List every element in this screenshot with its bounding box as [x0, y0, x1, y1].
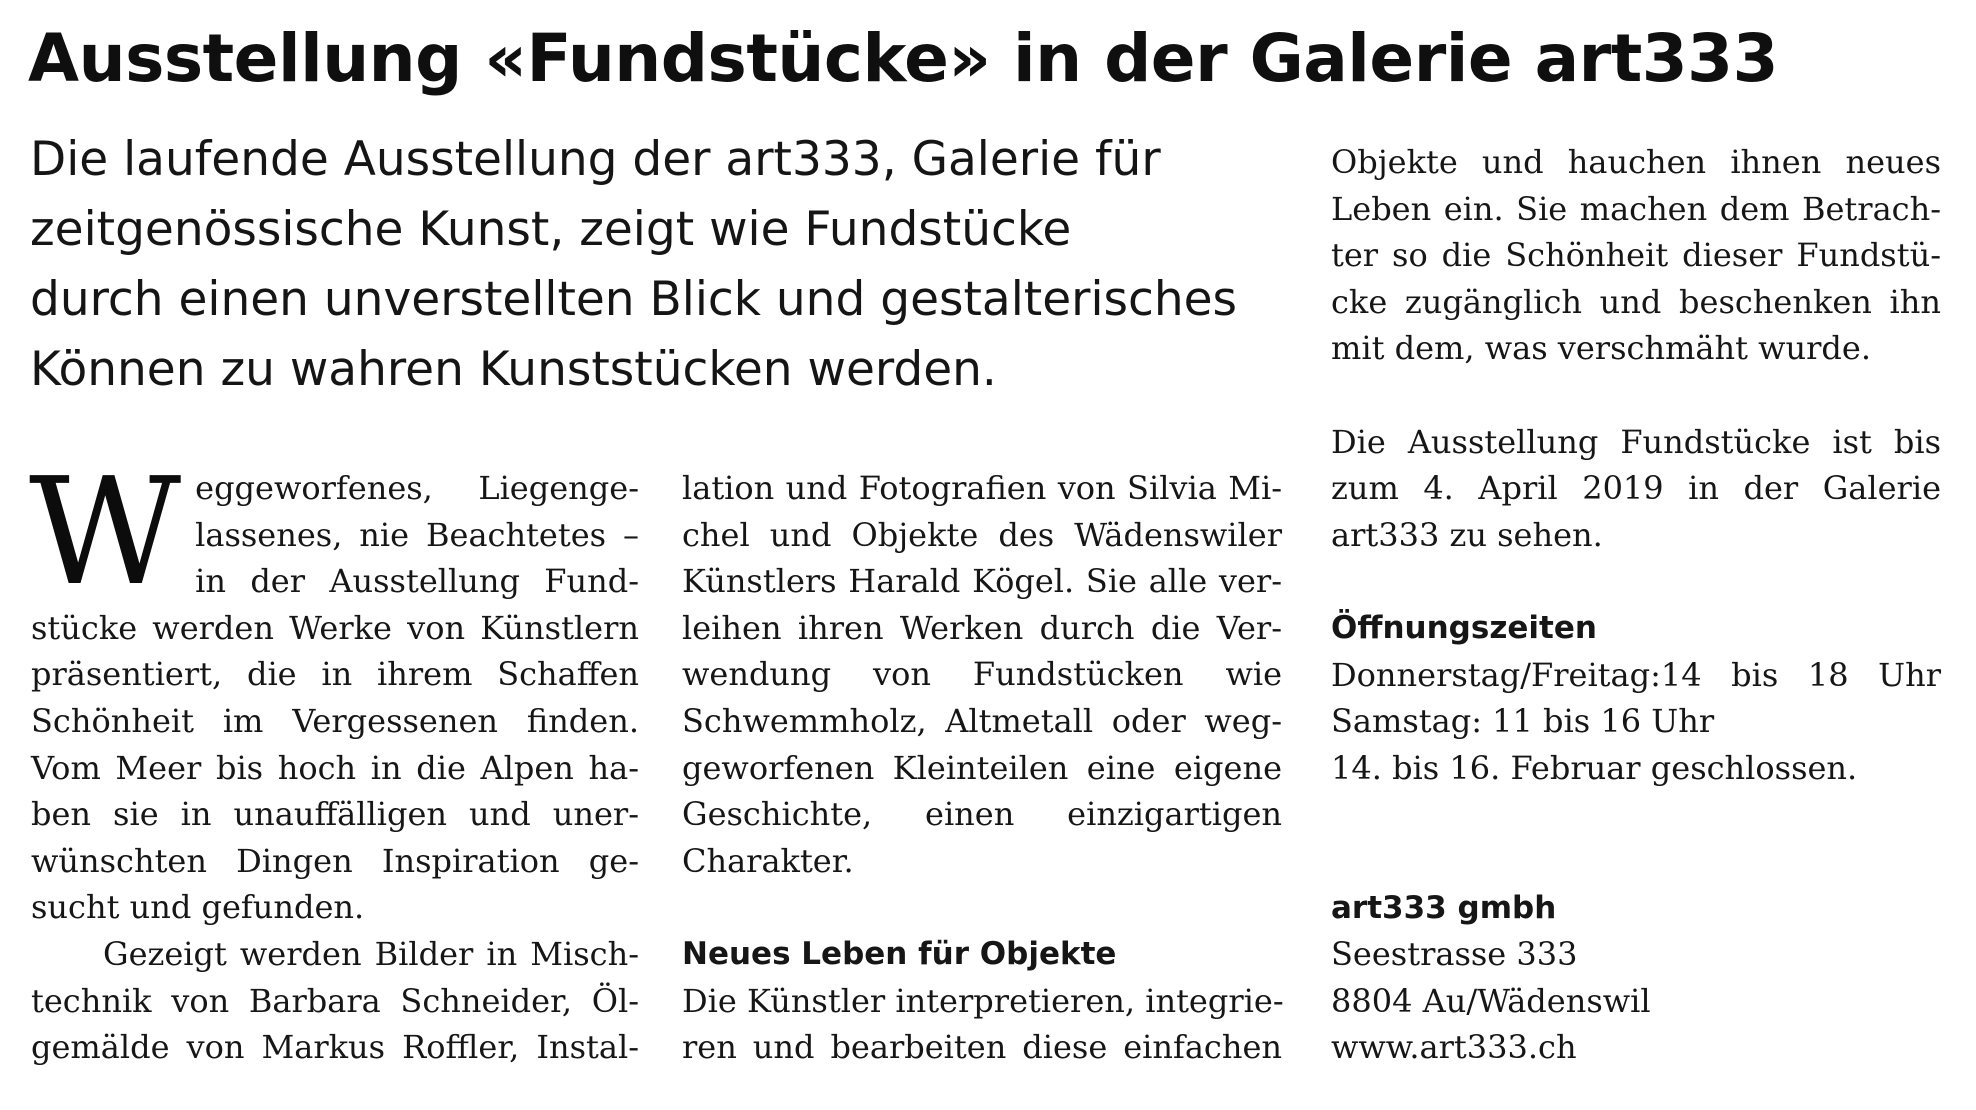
lead-line: Die laufende Ausstellung der art333, Galerie für [30, 132, 1161, 187]
text-line: präsentiert, die in ihrem Schaffen [31, 655, 639, 694]
text-line: ter so die Schönheit dieser Fundstü- [1331, 236, 1941, 275]
text-line: Schönheit im Vergessenen finden. [31, 701, 639, 740]
address-city: 8804 Au/Wädenswil [1331, 981, 1651, 1020]
hours-line: 14. bis 16. Februar geschlossen. [1331, 748, 1858, 787]
text-line: art333 zu sehen. [1331, 515, 1603, 554]
website-link[interactable]: www.art333.ch [1331, 1028, 1577, 1067]
column-3 [1331, 139, 1941, 1071]
text-line: zum 4. April 2019 in der Galerie [1331, 469, 1941, 508]
body-paragraph [1331, 139, 1941, 372]
lead-paragraph [30, 125, 1270, 405]
text-line: mit dem, was verschmäht wurde. [1331, 329, 1871, 368]
text-line: in der Ausstellung Fund- [195, 562, 639, 601]
text-line: chel und Objekte des Wädenswiler [682, 515, 1282, 554]
hours-line: Samstag: 11 bis 16 Uhr [1331, 702, 1715, 741]
text-line: ren und bearbeiten diese einfachen [682, 1028, 1282, 1067]
body-paragraph [682, 465, 1282, 884]
body-paragraph [1331, 419, 1941, 559]
lead-line: Können zu wahren Kunststücken werden. [30, 342, 997, 397]
text-line: Gezeigt werden Bilder in Misch- [103, 934, 639, 973]
headline: Ausstellung «Fundstücke» in der Galerie art333 [28, 20, 1779, 97]
text-line: geworfenen Kleinteilen eine eigene [682, 748, 1282, 787]
text-line: Leben ein. Sie machen dem Betrach- [1331, 189, 1941, 228]
opening-hours [1331, 652, 1941, 792]
body-paragraph [29, 446, 639, 931]
text-line: sucht und gefunden. [31, 888, 365, 927]
text-line: Charakter. [682, 841, 854, 880]
column-1 [29, 446, 639, 1071]
opening-hours-heading: Öffnungszeiten [1331, 609, 1597, 646]
text-line: Vom Meer bis hoch in die Alpen ha- [31, 748, 639, 787]
text-line: eggeworfenes, Liegenge- [195, 469, 639, 507]
text-line: wendung von Fundstücken wie [682, 655, 1282, 694]
text-line: leihen ihren Werken durch die Ver- [682, 608, 1282, 647]
section-subheading: Neues Leben für Objekte [682, 935, 1117, 972]
text-line: Künstlers Harald Kögel. Sie alle ver- [682, 562, 1282, 601]
hours-line: Donnerstag/Freitag:14 bis 18 Uhr [1331, 655, 1941, 694]
text-line: Die Ausstellung Fundstücke ist bis [1331, 422, 1941, 461]
address-street: Seestrasse 333 [1331, 935, 1578, 974]
text-line: ben sie in unauffälligen und uner- [31, 795, 639, 834]
text-line: Geschichte, einen einzigartigen [682, 795, 1282, 834]
text-line: wünschten Dingen Inspiration ge- [31, 841, 639, 880]
body-paragraph [31, 931, 639, 1071]
text-line: gemälde von Markus Roffler, Instal- [31, 1028, 639, 1067]
text-line: lassenes, nie Beachtetes – [195, 515, 639, 554]
lead-line: durch einen unverstellten Blick und gestalterisches [30, 272, 1238, 327]
company-name: art333 gmbh [1331, 889, 1557, 926]
text-line: Schwemmholz, Altmetall oder weg- [682, 701, 1282, 740]
lead-line: zeitgenössische Kunst, zeigt wie Fundstücke [30, 202, 1072, 257]
text-line: technik von Barbara Schneider, Öl- [31, 981, 639, 1020]
text-line: lation und Fotografien von Silvia Mi- [682, 469, 1282, 507]
company-address [1331, 931, 1941, 1071]
text-line: Die Künstler interpretieren, integrie- [682, 981, 1284, 1020]
column-2 [682, 465, 1282, 1071]
drop-cap: W [29, 446, 182, 618]
body-paragraph [682, 978, 1282, 1071]
text-line: Objekte und hauchen ihnen neues [1331, 143, 1941, 181]
text-line: cke zugänglich und beschenken ihn [1331, 282, 1941, 321]
text-line: stücke werden Werke von Künstlern [31, 608, 639, 647]
